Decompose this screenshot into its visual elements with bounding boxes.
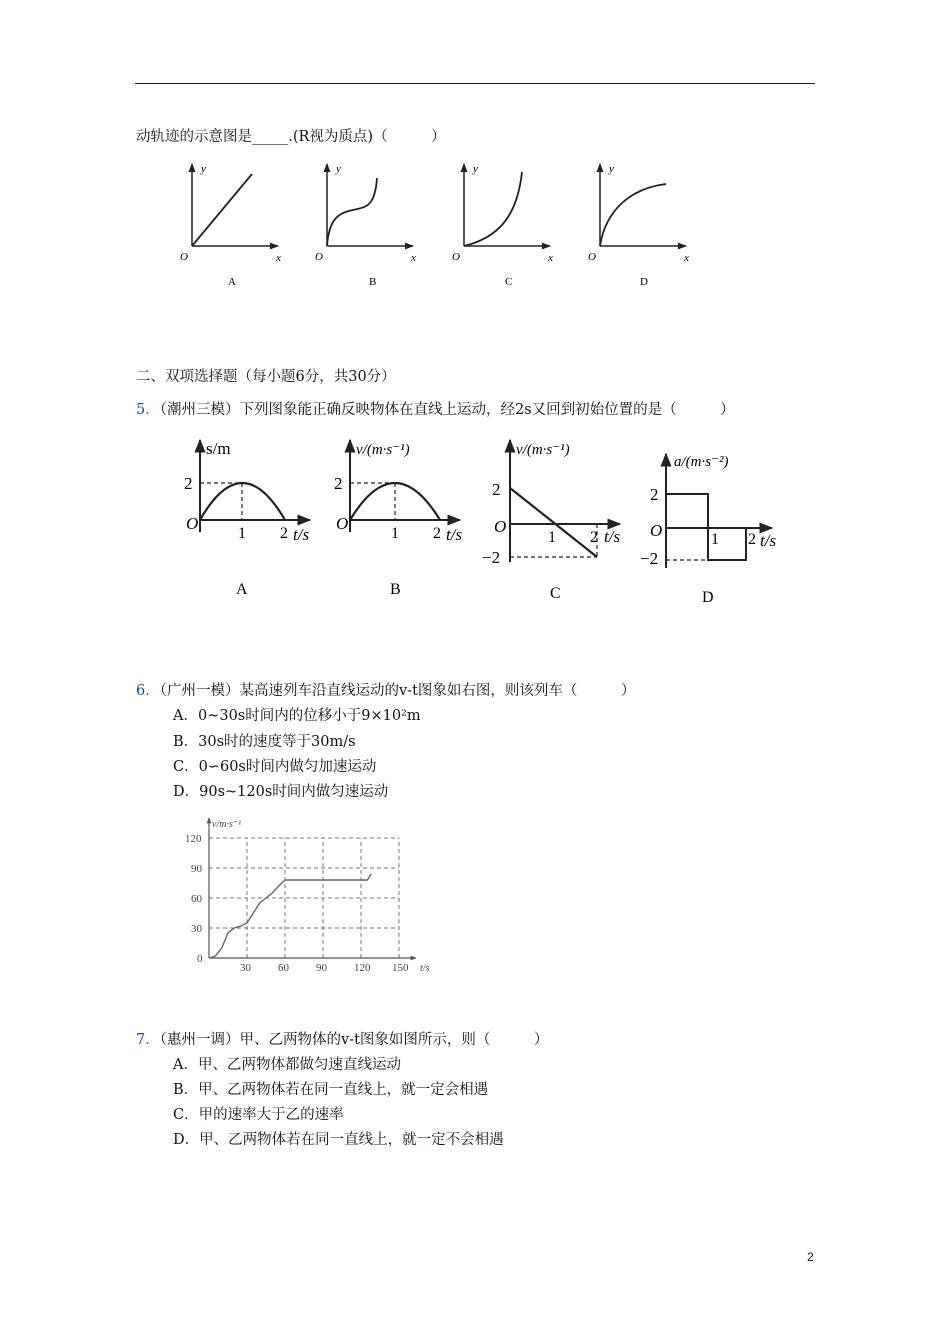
header-rule bbox=[135, 83, 815, 84]
q4-c-xlabel: x bbox=[548, 252, 553, 264]
q6-number: 6． bbox=[136, 683, 160, 699]
q5-d-label: D bbox=[702, 589, 714, 606]
q5-a-xtick-2: 2 bbox=[280, 525, 288, 542]
q4-d-label: D bbox=[640, 276, 648, 288]
q7-text: （惠州一调）甲、乙两物体的v-t图象如图所示，则（ ） bbox=[159, 1032, 549, 1048]
q5-a-ylabel: s/m bbox=[206, 439, 231, 458]
page-number: 2 bbox=[807, 1250, 814, 1264]
q5-graph-b bbox=[334, 440, 462, 598]
q4-d-ylabel: y bbox=[609, 163, 614, 175]
q6-ytick-label: 120 bbox=[185, 833, 202, 845]
q6-text: （广州一模）某高速列车沿直线运动的v-t图象如右图，则该列车（ ） bbox=[159, 683, 636, 699]
q5-b-ylabel: v/(m·s⁻¹) bbox=[356, 442, 410, 458]
q5-d-ytick-pos: 2 bbox=[650, 485, 659, 504]
q5-b-origin: O bbox=[336, 514, 349, 533]
q5-text: （潮州三模）下列图象能正确反映物体在直线上运动，经2s又回到初始位置的是（ ） bbox=[159, 402, 735, 418]
q6-xlabel: t/s bbox=[420, 963, 430, 974]
q6-ylabel: v/m·s⁻¹ bbox=[212, 819, 242, 830]
q5-d-xtick-1: 1 bbox=[711, 531, 719, 548]
q6-ytick-label: 30 bbox=[191, 923, 202, 935]
q4-c-origin: O bbox=[452, 251, 460, 263]
q6-xtick-label: 60 bbox=[278, 962, 289, 974]
q4-b-label: B bbox=[369, 276, 377, 288]
q4-b-ylabel: y bbox=[336, 163, 341, 175]
q4-a-label: A bbox=[228, 276, 236, 288]
q5-c-xtick-1: 1 bbox=[548, 529, 556, 546]
q7-option-d: D．甲、乙两物体若在同一直线上，就一定不会相遇 bbox=[173, 1132, 504, 1148]
q5-b-label: B bbox=[390, 581, 401, 598]
q4-graph-d bbox=[588, 163, 689, 288]
q6-xtick-label: 150 bbox=[392, 962, 409, 974]
q5-c-ylabel: v/(m·s⁻¹) bbox=[516, 442, 570, 458]
q5-graph-a bbox=[184, 439, 310, 598]
q5-b-ytick: 2 bbox=[334, 474, 343, 493]
q4-graph-c bbox=[452, 163, 553, 288]
q4-c-ylabel: y bbox=[473, 163, 478, 175]
q4-a-origin: O bbox=[180, 251, 188, 263]
q6-option-d: D．90s~120s时间内做匀速运动 bbox=[173, 784, 389, 800]
q6-grid bbox=[209, 838, 399, 958]
section-2-heading: 二、双项选择题（每小题6分，共30分） bbox=[136, 369, 396, 385]
q6-xtick-label: 120 bbox=[354, 962, 371, 974]
q5-b-xlabel: t/s bbox=[446, 525, 463, 544]
q6-stem bbox=[136, 682, 635, 700]
q5-a-xlabel: t/s bbox=[293, 525, 310, 544]
q5-graphs bbox=[170, 432, 790, 607]
q5-d-upper bbox=[666, 494, 708, 528]
q5-c-origin: O bbox=[494, 517, 507, 536]
q5-b-xtick-1: 1 bbox=[391, 525, 399, 542]
q6-xtick-label: 30 bbox=[240, 962, 251, 974]
q4-b-origin: O bbox=[315, 251, 323, 263]
q4-d-xlabel: x bbox=[684, 252, 689, 264]
q4-d-curve bbox=[600, 184, 666, 246]
q4-a-curve bbox=[192, 174, 252, 246]
q5-c-xlabel: t/s bbox=[604, 527, 621, 546]
q7-option-b: B．甲、乙两物体若在同一直线上，就一定会相遇 bbox=[173, 1082, 489, 1098]
q6-ytick-label: 90 bbox=[191, 863, 202, 875]
q4-graph-a bbox=[180, 163, 281, 288]
q5-c-xtick-2: 2 bbox=[590, 529, 598, 546]
q5-c-line bbox=[510, 488, 597, 557]
q6-option-a: A．0~30s时间内的位移小于9×10²m bbox=[173, 708, 421, 724]
q4-b-curve bbox=[327, 178, 377, 246]
q4-graph-b bbox=[315, 163, 416, 288]
q7-stem bbox=[136, 1031, 548, 1049]
q6-series-line bbox=[209, 874, 371, 958]
q4-graphs bbox=[170, 158, 710, 288]
q6-option-c: C．0∽60s时间内做匀加速运动 bbox=[173, 759, 377, 775]
q5-b-xtick-2: 2 bbox=[433, 525, 441, 542]
q5-c-label: C bbox=[550, 585, 561, 602]
q6-ytick-label: 0 bbox=[197, 953, 203, 965]
q5-d-origin: O bbox=[650, 521, 663, 540]
q7-option-a: A．甲、乙两物体都做匀速直线运动 bbox=[173, 1057, 401, 1073]
q5-graph-d bbox=[640, 454, 776, 606]
q7-option-c: C．甲的速率大于乙的速率 bbox=[173, 1107, 344, 1123]
q4-b-xlabel: x bbox=[411, 252, 416, 264]
q5-d-ytick-neg: −2 bbox=[640, 549, 659, 568]
q6-vt-chart bbox=[170, 812, 450, 977]
q5-c-ytick-neg: −2 bbox=[482, 548, 501, 567]
q4-c-curve bbox=[464, 172, 522, 246]
q5-a-origin: O bbox=[186, 514, 199, 533]
q4-a-xlabel: x bbox=[276, 252, 281, 264]
q6-ytick-label: 60 bbox=[191, 893, 202, 905]
q5-stem bbox=[136, 401, 735, 419]
q5-a-xtick-1: 1 bbox=[238, 525, 246, 542]
q5-a-ytick: 2 bbox=[184, 474, 193, 493]
q5-d-xtick-2: 2 bbox=[748, 531, 756, 548]
q4-d-origin: O bbox=[588, 251, 596, 263]
q4-c-label: C bbox=[505, 276, 513, 288]
q5-a-label: A bbox=[236, 581, 248, 598]
q4-a-ylabel: y bbox=[201, 163, 206, 175]
q6-xtick-label: 90 bbox=[316, 962, 327, 974]
q6-option-b: B．30s时的速度等于30m/s bbox=[173, 734, 356, 750]
q5-d-ylabel: a/(m·s⁻²) bbox=[674, 454, 729, 470]
q5-graph-c bbox=[482, 440, 620, 602]
q5-number: 5． bbox=[136, 402, 160, 418]
q5-c-ytick-pos: 2 bbox=[492, 480, 501, 499]
q4-tail-text: 动轨迹的示意图是_____.(R视为质点)（ ） bbox=[136, 129, 446, 145]
q7-number: 7． bbox=[136, 1032, 160, 1048]
q5-d-xlabel: t/s bbox=[760, 531, 777, 550]
